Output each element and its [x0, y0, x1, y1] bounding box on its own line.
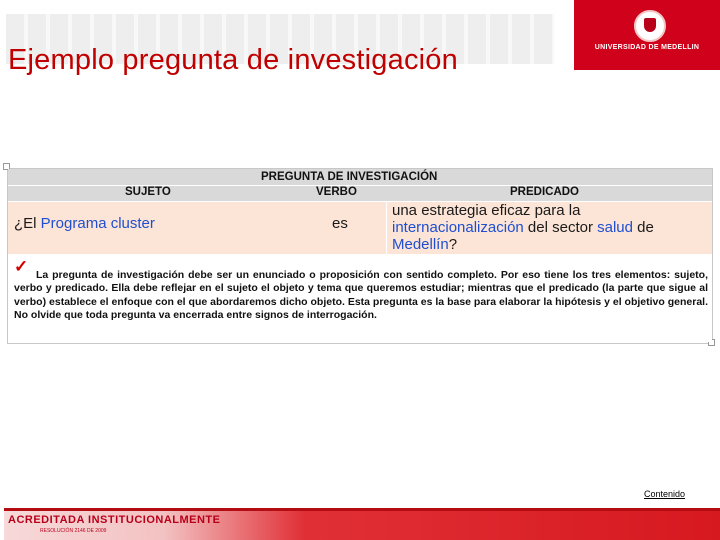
sujeto-prefix: ¿El [14, 215, 41, 232]
note-text [14, 269, 708, 322]
cell-verbo: es [332, 215, 348, 232]
slide-title: Ejemplo pregunta de investigación [8, 44, 458, 76]
cell-sujeto [14, 215, 155, 232]
footer-accent-line [4, 508, 720, 511]
cell-predicado [392, 202, 654, 253]
predicado-highlight-1: internacionalización [392, 219, 524, 236]
column-header-verbo: VERBO [316, 186, 357, 198]
predicado-end: de [632, 219, 654, 236]
university-seal-icon [634, 10, 666, 42]
table-heading: PREGUNTA DE INVESTIGACIÓN [261, 171, 438, 183]
note-body: La pregunta de investigación debe ser un enunciado o proposición con sentido completo. Por eso tiene los tres elementos: sujeto, verbo y predicado. Ella debe reflejar en el sujeto el objeto y tema que queremos estudiar; mientras que el predicado (la parte que sigue al verbo) establece el enfoque con el que abordaremos dicho objeto. Esta pregunta es la base para elaborar la hipótesis y el objetivo general. No olvide que toda pregunta va encerrada entre signos de interrogación. [14, 269, 708, 321]
predicado-mid: del sector [523, 219, 598, 236]
accreditation-resolution: RESOLUCIÓN 2146 DE 2009 [40, 528, 107, 534]
logo-text: UNIVERSIDAD DE MEDELLIN [594, 44, 700, 51]
checkmark-icon: ✓ [14, 257, 29, 276]
column-header-predicado: PREDICADO [510, 186, 580, 198]
table-column-header-row [8, 185, 712, 201]
university-logo [574, 0, 720, 70]
column-divider [386, 202, 387, 254]
contenido-link[interactable]: Contenido [644, 489, 686, 499]
predicado-question-mark: ? [448, 236, 458, 253]
predicado-highlight-3: Medellín [392, 236, 449, 253]
sujeto-highlight: Programa cluster [40, 215, 155, 232]
predicado-highlight-2: salud [597, 219, 633, 236]
column-header-sujeto: SUJETO [125, 186, 171, 198]
predicado-line-3 [392, 236, 654, 253]
predicado-line-1: una estrategia eficaz para la [392, 202, 581, 219]
predicado-line-2 [392, 219, 654, 236]
accreditation-text: ACREDITADA INSTITUCIONALMENTE [8, 514, 221, 526]
research-question-table[interactable] [7, 168, 713, 344]
